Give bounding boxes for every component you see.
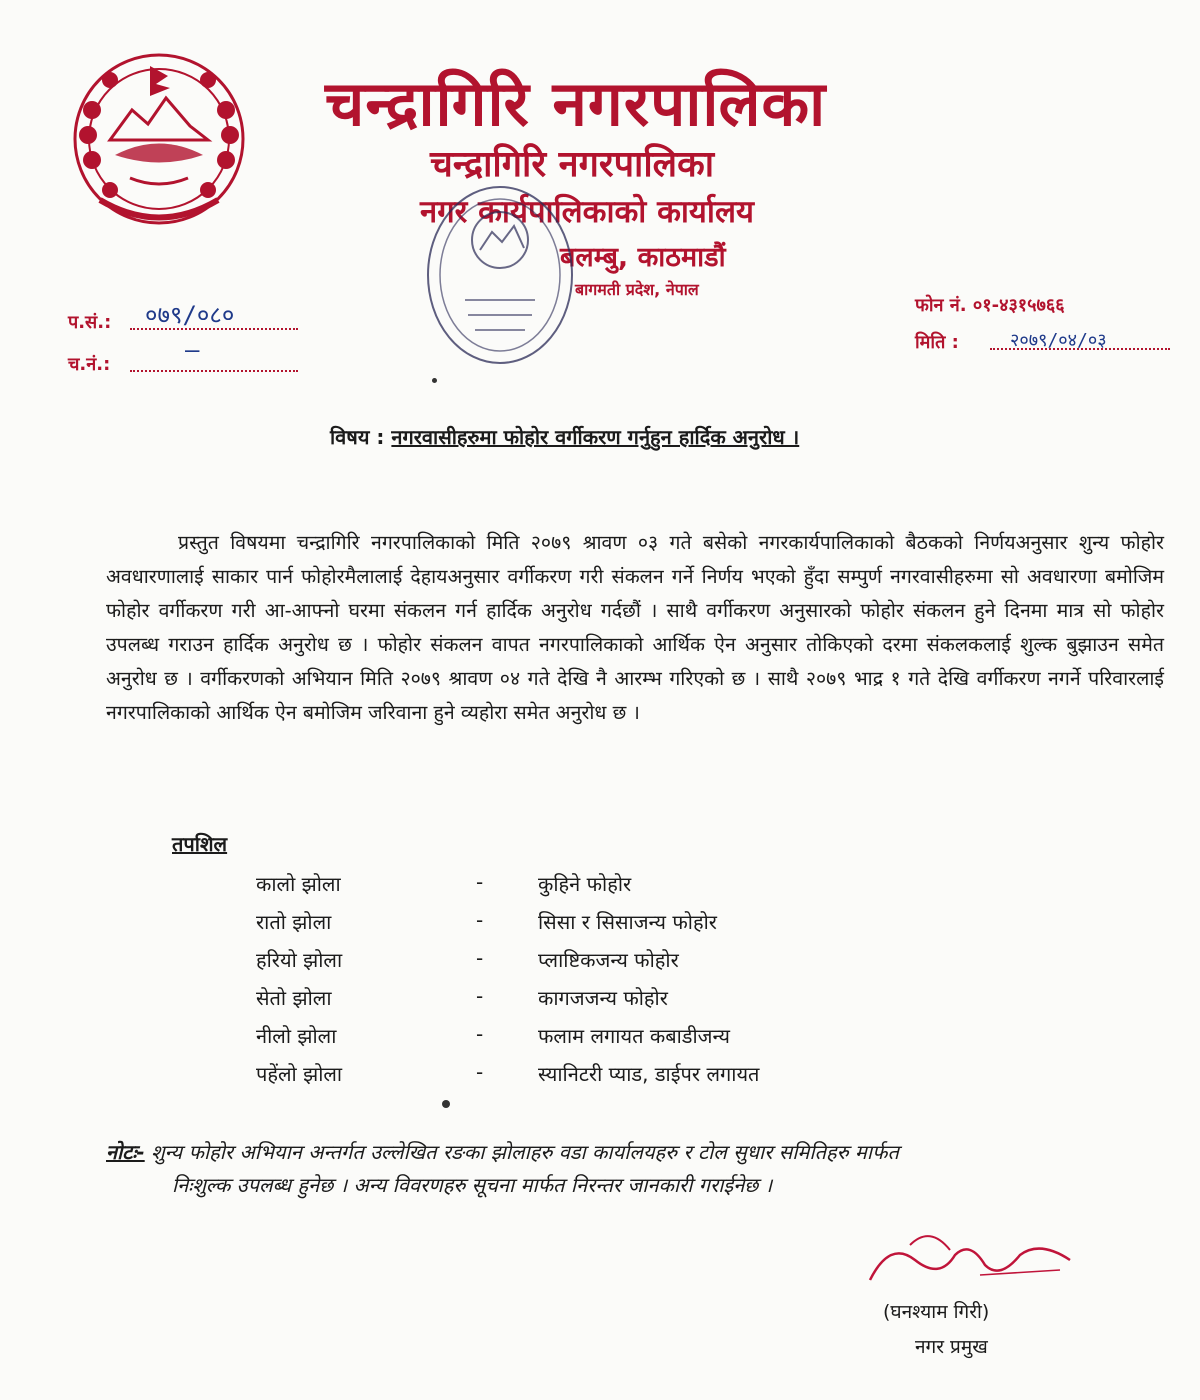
note [106,1133,1186,1171]
note-line-1: शुन्य फोहोर अभियान अन्तर्गत उल्लेखित रङका झोलाहरु वडा कार्यालयहरु र टोल सुधार समितिहरु मार्फत [151,1140,899,1164]
waste-type: फलाम लगायत कबाडीजन्य [538,1024,731,1048]
list-item [256,908,956,946]
bag-name: सेतो झोला [256,986,332,1010]
waste-type: कागजजन्य फोहोर [538,986,668,1010]
dash: - [476,984,484,1008]
waste-type: प्लाष्टिकजन्य फोहोर [538,948,679,972]
cn-label: च.नं.: [68,354,111,375]
list-item [256,1060,956,1098]
stray-dot [432,378,437,383]
signer-title: नगर प्रमुख [915,1336,988,1358]
subject-label: विषय : [330,425,385,449]
bag-name: पहेंलो झोला [256,1062,343,1086]
handwritten-signature-icon [860,1220,1080,1300]
nepal-emblem-icon [70,50,248,228]
list-item [256,870,956,908]
municipality-title-secondary: चन्द्रागिरि नगरपालिका [430,144,715,185]
subject-text: नगरवासीहरुमा फोहोर वर्गीकरण गर्नुहुन हार्दिक अनुरोध । [391,425,800,449]
waste-type: स्यानिटरी प्याड, डाईपर लगायत [538,1062,760,1086]
dash: - [476,1060,484,1084]
dash: - [476,1022,484,1046]
office-seal-icon [420,180,590,380]
dash: - [476,908,484,932]
bag-name: नीलो झोला [256,1024,337,1048]
waste-type: सिसा र सिसाजन्य फोहोर [538,910,717,934]
bag-name: रातो झोला [256,910,332,934]
office-province: बागमती प्रदेश, नेपाल [575,280,699,299]
list-item [256,1022,956,1060]
date-label: मिति : [915,332,959,353]
bag-name: कालो झोला [256,872,341,896]
note-line-2: निःशुल्क उपलब्ध हुनेछ । अन्य विवरणहरु सूचना मार्फत निरन्तर जानकारी गराईनेछ । [172,1173,773,1197]
letter-body: प्रस्तुत विषयमा चन्द्रागिरि नगरपालिकाको मिति २०७९ श्रावण ०३ गते बसेको नगरकार्यपालिकाको बैठकको निर्णयअनुसार शुन्य फोहोर अवधारणालाई साकार पार्न फोहोरमैलालाई देहायअनुसार वर्गीकरण गरी संकलन गर्ने निर्णय भएको हुँदा सम्पुर्ण नगरवासीहरुमा सो अवधारणा बमोजिम फोहोर वर्गीकरण गरी आ-आफ्नो घरमा संकलन गर्न हार्दिक अनुरोध गर्दछौं । साथै वर्गीकरण अनुसारको फोहोर संकलन हुने दिनमा मात्र सो फोहोर उपलब्ध गराउन हार्दिक अनुरोध छ । फोहोर संकलन वापत नगरपालिकाको आर्थिक ऐन अनुसार तोकिएको दरमा संकलकलाई शुल्क बुझाउन समेत अनुरोध छ । वर्गीकरणको अभियान मिति २०७९ श्रावण ०४ गते देखि नै आरम्भ गरिएको छ । साथै २०७९ भाद्र १ गते देखि वर्गीकरण नगर्ने परिवारलाई नगरपालिकाको आर्थिक ऐन बमोजिम जरिवाना हुने व्यहोरा समेत अनुरोध छ । [106,531,1164,724]
list-item [256,946,956,984]
office-address: बलम्बु, काठमाडौं [560,242,726,273]
waste-type: कुहिने फोहोर [538,872,632,896]
municipality-title: चन्द्रागिरि नगरपालिका [325,67,827,140]
dash: - [476,870,484,894]
date-value: २०७९/०४/०३ [1010,330,1107,351]
cn-line [130,370,298,372]
signer-name: (घनश्याम गिरी) [883,1301,990,1323]
note-label: नोटः- [106,1140,145,1164]
ps-value: ०७९/०८० [145,301,235,329]
schedule-heading: तपशिल [172,832,228,856]
ps-label: प.सं.: [68,312,112,333]
stray-dot [442,1100,450,1108]
cn-value: — [185,336,200,364]
subject-line [330,423,799,450]
office-title: नगर कार्यपालिकाको कार्यालय [420,194,754,230]
list-item [256,984,956,1022]
bag-name: हरियो झोला [256,948,343,972]
dash: - [476,946,484,970]
phone-number: फोन नं. ०१-४३१५७६६ [915,295,1065,316]
